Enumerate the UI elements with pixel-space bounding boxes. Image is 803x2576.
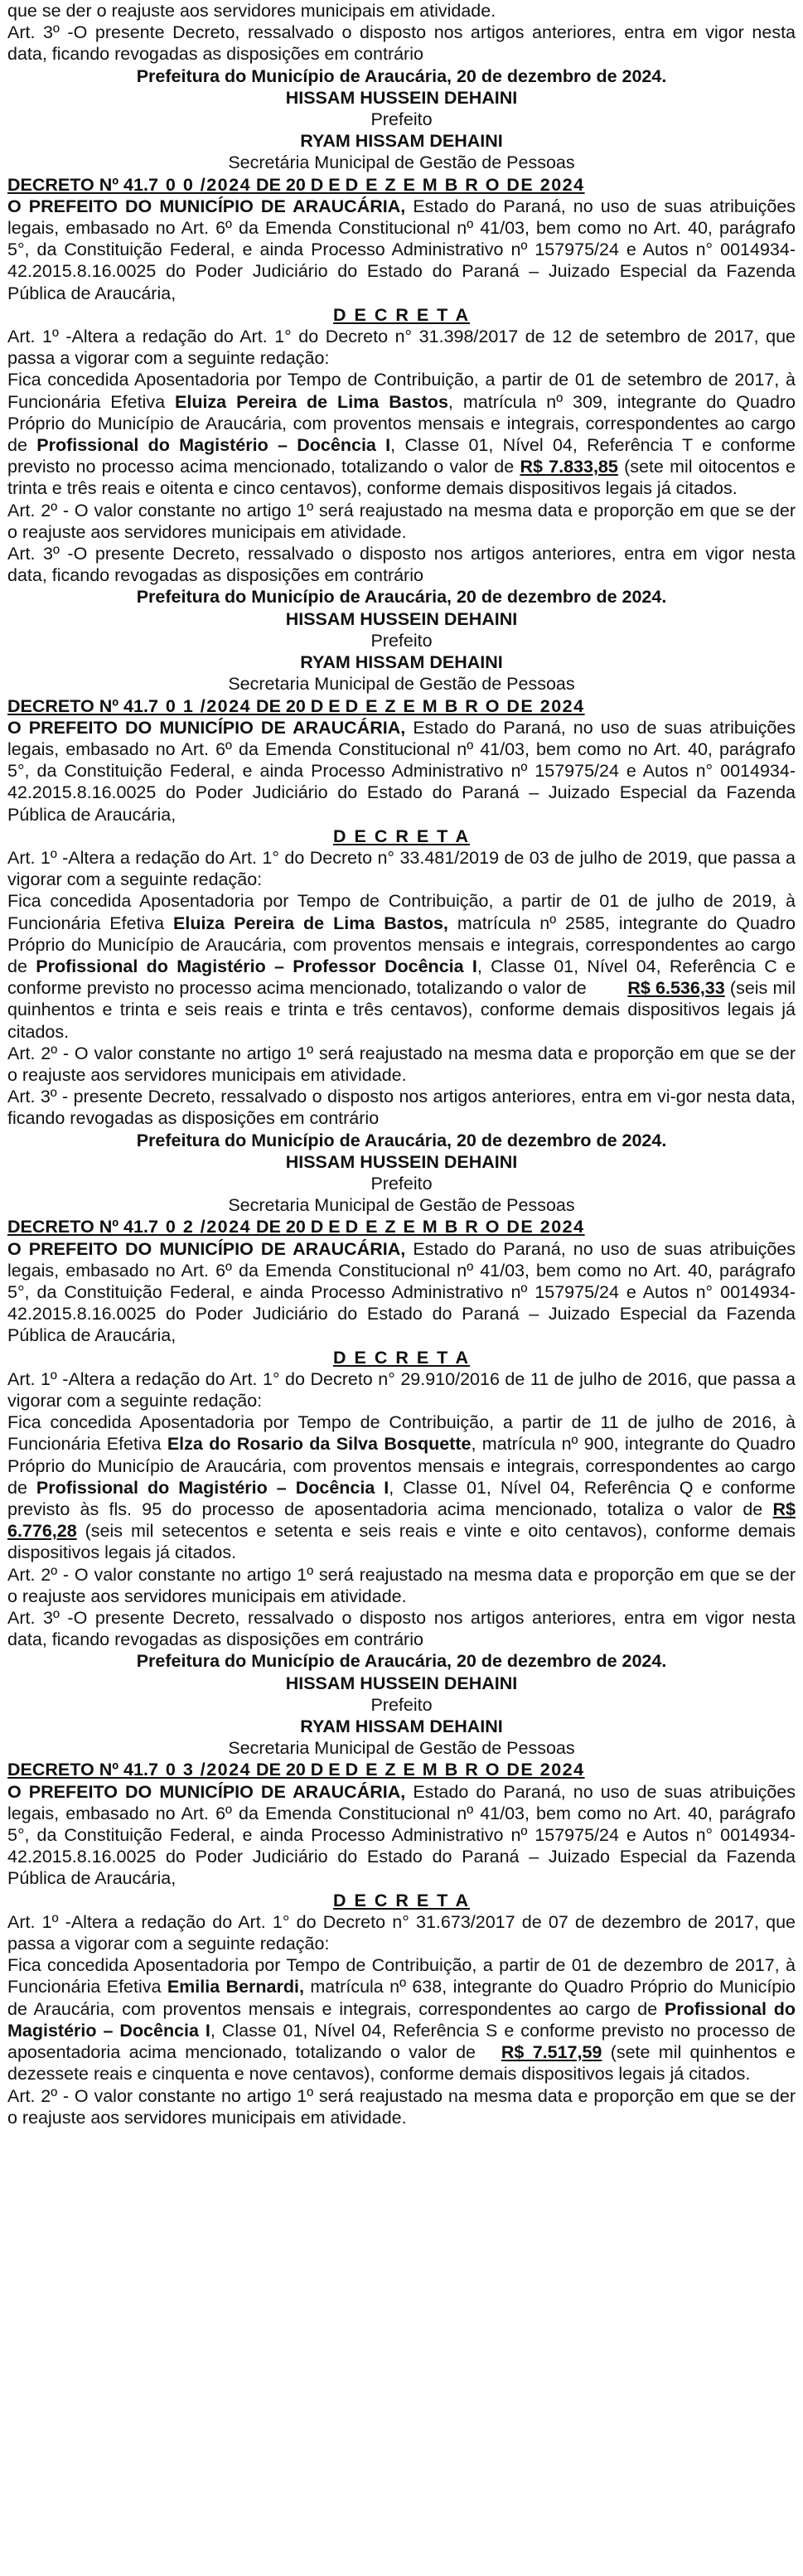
art1-text-a: Fica concedida Aposentadoria por Tempo de Contribuição, a partir de 01 de julho de 2019, à Funcionária Efetiva xyxy=(7,891,796,933)
art1-body xyxy=(7,1411,796,1563)
benefit-value: R$ 6.536,33 xyxy=(627,978,725,999)
decree-title-middle: DE 20 D E xyxy=(251,695,346,716)
art1-text-b: matrícula nº 2585, integrante do Quadro Próprio do Município de Araucária, com proventos mensais e integrais, correspondentes ao cargo de xyxy=(7,913,796,976)
prefeito-name: HISSAM HUSSEIN DEHAINI xyxy=(285,1673,518,1693)
decree-title-prefix: DECRETO Nº 41. xyxy=(7,174,148,195)
secretary-name: RYAM HISSAM DEHAINI xyxy=(300,131,503,152)
secretary-title: Secretaria Municipal de Gestão de Pessoas xyxy=(228,1195,575,1216)
art1-text-c: , Classe 01, Nível 04, Referência Q e conforme previsto às fls. 95 do processo de aposentadoria acima mencionado, totaliza o valor de xyxy=(7,1477,796,1520)
art1-text-d: (seis mil quinhentos e trinta e seis reais e trinta e três centavos), conforme demais dispositivos legais já citados. xyxy=(7,978,796,1042)
art1-text-a: Fica concedida Aposentadoria por Tempo de Contribuição, a partir de 01 de dezembro de 2017, à Funcionária Efetiva xyxy=(7,1955,796,1997)
decree-title xyxy=(7,174,796,196)
decreta-heading: D E C R E T A xyxy=(333,304,470,325)
art2-paragraph: Art. 2º - O valor constante no artigo 1º será reajustado na mesma data e proporção em que se der o reajuste aos servidores municipais em atividade. xyxy=(7,1043,796,1085)
art1-text-b: matrícula nº 638, integrante do Quadro Próprio do Município de Araucária, com proventos mensais e integrais, correspondentes ao cargo de xyxy=(7,1977,796,2019)
art1-text-b: , matrícula nº 900, integrante do Quadro Próprio do Município de Araucária, com proventos mensais e integrais, correspondentes ao cargo de xyxy=(7,1434,796,1498)
secretary-title: Secretaria Municipal de Gestão de Pessoas xyxy=(228,674,575,695)
decree-title xyxy=(7,1216,796,1237)
prefeito-name: HISSAM HUSSEIN DEHAINI xyxy=(285,608,518,629)
secretary-title: Secretária Municipal de Gestão de Pessoas xyxy=(228,153,575,173)
decree-701 xyxy=(7,695,801,1217)
opening-text: Estado do Paraná, no uso de suas atribuições legais, embasado no Art. 6º da Emenda Constitucional nº 41/03, bem como no Art. 40, parágrafo 5°, da Constituição Federal, e ainda Processo Administrativo nº 157975/24 e Autos n° 0014934-42.2015.8.16.0025 do Poder Judiciário do Estado do Paraná – Juizado Especial da Fazenda Pública de Araucária, xyxy=(7,1781,796,1889)
art1-body xyxy=(7,890,801,1042)
prefeito-title: Prefeito xyxy=(370,109,433,130)
art1-body xyxy=(7,1954,801,2085)
decree-opening xyxy=(7,717,796,826)
secretary-title: Secretaria Municipal de Gestão de Pessoas xyxy=(228,1738,575,1759)
servant-name: Eluiza Pereira de Lima Bastos, xyxy=(173,913,448,933)
prefeito-title: Prefeito xyxy=(370,1173,433,1194)
art1-heading: Art. 1º -Altera a redação do Art. 1° do Decreto n° 33.481/2019 de 03 de julho de 2019, que passa a vigorar com a seguinte redação: xyxy=(7,847,796,890)
decreta-heading: D E C R E T A xyxy=(333,1347,470,1368)
art3-paragraph: Art. 3º -O presente Decreto, ressalvado o disposto nos artigos anteriores, entra em vigor nesta data, ficando revogadas as disposições em contrário xyxy=(7,22,796,65)
decree-opening xyxy=(7,196,796,304)
prefeito-name: HISSAM HUSSEIN DEHAINI xyxy=(285,87,518,108)
benefit-value: R$ 6.776,28 xyxy=(7,1499,796,1542)
cargo-name: Profissional do Magistério – Docência I xyxy=(36,1477,389,1498)
signature-place-date: Prefeitura do Município de Araucária, 20 de dezembro de 2024. xyxy=(136,587,667,608)
decree-number: 7 0 2 /2024 xyxy=(148,1217,252,1237)
decree-title-middle: DE 20 D E xyxy=(251,174,346,195)
art2-paragraph: Art. 2º - O valor constante no artigo 1º será reajustado na mesma data e proporção em que se der o reajuste aos servidores municipais em atividade. xyxy=(7,1564,796,1606)
art1-body xyxy=(7,369,796,499)
opening-bold: O PREFEITO DO MUNICÍPIO DE ARAUCÁRIA, xyxy=(7,1238,406,1259)
decree-date: D E Z E M B R O DE 2024 xyxy=(345,1217,585,1237)
decree-opening xyxy=(7,1781,796,1890)
servant-name: Elza do Rosario da Silva Bosquette xyxy=(167,1434,472,1455)
art1-text-c: , Classe 01, Nível 04, Referência T e conforme previsto no processo acima mencionado, totalizando o valor de xyxy=(7,435,796,477)
decreta-heading: D E C R E T A xyxy=(333,826,470,846)
cargo-name: Profissional do Magistério – Docência I xyxy=(7,1998,796,2041)
decree-title-prefix: DECRETO Nº 41. xyxy=(7,1217,148,1237)
decree-title-prefix: DECRETO Nº 41. xyxy=(7,695,148,716)
art2-paragraph: Art. 2º - O valor constante no artigo 1º será reajustado na mesma data e proporção em que se der o reajuste aos servidores municipais em atividade. xyxy=(7,500,796,542)
decree-number: 7 0 1 /2024 xyxy=(148,695,252,716)
cargo-name: Profissional do Magistério – Docência I xyxy=(36,435,391,456)
art1-text-c: , Classe 01, Nível 04, Referência C e conforme previsto no processo acima mencionado, totalizando o valor de xyxy=(7,956,801,999)
art1-text-c: , Classe 01, Nível 04, Referência S e conforme previsto no processo de aposentadoria acima mencionado, totalizando o valor de xyxy=(7,2020,801,2063)
servant-name: Eluiza Pereira de Lima Bastos xyxy=(175,391,448,412)
art3-paragraph: Art. 3º - presente Decreto, ressalvado o disposto nos artigos anteriores, entra em vi-gor nesta data, ficando revogadas as disposições em contrário xyxy=(7,1087,796,1129)
decree-title-prefix: DECRETO Nº 41. xyxy=(7,1760,148,1780)
art1-heading: Art. 1º -Altera a redação do Art. 1° do Decreto n° 29.910/2016 de 11 de julho de 2016, que passa a vigorar com a seguinte redação: xyxy=(7,1368,796,1411)
art1-heading: Art. 1º -Altera a redação do Art. 1° do Decreto n° 31.673/2017 de 07 de dezembro de 2017, que passa a vigorar com a seguinte redação: xyxy=(7,1911,796,1954)
benefit-value: R$ 7.833,85 xyxy=(520,457,618,477)
decree-title-middle: DE 20 D E xyxy=(251,1760,346,1780)
cargo-name: Profissional do Magistério – Professor Docência I xyxy=(36,956,477,976)
signature-place-date: Prefeitura do Município de Araucária, 20 de dezembro de 2024. xyxy=(136,1651,667,1672)
prefeito-title: Prefeito xyxy=(370,1694,433,1715)
decreta-heading: D E C R E T A xyxy=(333,1890,470,1910)
art1-text-d: (sete mil quinhentos e dezessete reais e cinquenta e nove centavos), conforme demais dispositivos legais já citados. xyxy=(7,2042,796,2085)
servant-name: Emilia Bernardi, xyxy=(167,1977,304,1997)
art2-tail: que se der o reajuste aos servidores municipais em atividade. xyxy=(7,1,496,21)
signature-place-date: Prefeitura do Município de Araucária, 20 de dezembro de 2024. xyxy=(136,65,667,86)
decree-title-middle: DE 20 D E xyxy=(251,1217,346,1237)
decree-date: D E Z E M B R O DE 2024 xyxy=(345,174,585,195)
art1-text-a: Fica concedida Aposentadoria por Tempo de Contribuição, a partir de 01 de setembro de 2017, à Funcionária Efetiva xyxy=(7,370,796,412)
decree-title xyxy=(7,695,796,717)
decree-702 xyxy=(7,1216,796,1759)
opening-text: Estado do Paraná, no uso de suas atribuições legais, embasado no Art. 6º da Emenda Constitucional nº 41/03, bem como no Art. 40, parágrafo 5°, da Constituição Federal, e ainda Processo Administrativo nº 157975/24 e Autos n° 0014934-42.2015.8.16.0025 do Poder Judiciário do Estado do Paraná – Juizado Especial da Fazenda Pública de Araucária, xyxy=(7,1238,796,1346)
prefeito-name: HISSAM HUSSEIN DEHAINI xyxy=(285,1151,518,1172)
decree-opening xyxy=(7,1238,796,1347)
decree-date: D E Z E M B R O DE 2024 xyxy=(345,695,585,716)
opening-bold: O PREFEITO DO MUNICÍPIO DE ARAUCÁRIA, xyxy=(7,717,406,738)
art1-heading: Art. 1º -Altera a redação do Art. 1° do Decreto n° 31.398/2017 de 12 de setembro de 2017, que passa a vigorar com a seguinte redação: xyxy=(7,327,796,369)
art2-paragraph: Art. 2º - O valor constante no artigo 1º será reajustado na mesma data e proporção em que se der o reajuste aos servidores municipais em atividade. xyxy=(7,2085,796,2128)
signature-place-date: Prefeitura do Município de Araucária, 20 de dezembro de 2024. xyxy=(136,1130,667,1150)
art1-text-d: (sete mil oitocentos e trinta e três reais e oitenta e cinco centavos), conforme demais dispositivos legais já citados. xyxy=(7,457,796,499)
decree-title xyxy=(7,1759,796,1780)
prefeito-title: Prefeito xyxy=(370,630,433,651)
decree-date: D E Z E M B R O DE 2024 xyxy=(345,1760,585,1780)
art3-paragraph: Art. 3º -O presente Decreto, ressalvado o disposto nos artigos anteriores, entra em vigor nesta data, ficando revogadas as disposições em contrário xyxy=(7,1608,796,1650)
art1-text-a: Fica concedida Aposentadoria por Tempo de Contribuição, a partir de 11 de julho de 2016, à Funcionária Efetiva xyxy=(7,1412,796,1455)
art3-paragraph: Art. 3º -O presente Decreto, ressalvado o disposto nos artigos anteriores, entra em vigor nesta data, ficando revogadas as disposições em contrário xyxy=(7,544,796,586)
art1-text-b: , matrícula nº 309, integrante do Quadro Próprio do Município de Araucária, com proventos mensais e integrais, correspondentes ao cargo de xyxy=(7,391,796,456)
art1-text-d: (seis mil setecentos e setenta e seis reais e vinte e oito centavos), conforme demais dispositivos legais já citados. xyxy=(7,1521,796,1563)
decree-number: 7 0 0 /2024 xyxy=(148,174,252,195)
decree-703 xyxy=(7,1759,801,2128)
opening-text: Estado do Paraná, no uso de suas atribuições legais, embasado no Art. 6º da Emenda Constitucional nº 41/03, bem como no Art. 40, parágrafo 5°, da Constituição Federal, e ainda Processo Administrativo nº 157975/24 e Autos n° 0014934-42.2015.8.16.0025 do Poder Judiciário do Estado do Paraná – Juizado Especial da Fazenda Pública de Araucária, xyxy=(7,717,796,825)
previous-decree-tail xyxy=(7,0,796,174)
opening-text: Estado do Paraná, no uso de suas atribuições legais, embasado no Art. 6º da Emenda Constitucional nº 41/03, bem como no Art. 40, parágrafo 5°, da Constituição Federal, e ainda Processo Administrativo nº 157975/24 e Autos n° 0014934-42.2015.8.16.0025 do Poder Judiciário do Estado do Paraná – Juizado Especial da Fazenda Pública de Araucária, xyxy=(7,196,796,303)
opening-bold: O PREFEITO DO MUNICÍPIO DE ARAUCÁRIA, xyxy=(7,1781,406,1802)
secretary-name: RYAM HISSAM DEHAINI xyxy=(300,652,503,673)
secretary-name: RYAM HISSAM DEHAINI xyxy=(300,1717,503,1737)
decree-number: 7 0 3 /2024 xyxy=(148,1760,252,1780)
benefit-value: R$ 7.517,59 xyxy=(501,2042,602,2063)
opening-bold: O PREFEITO DO MUNICÍPIO DE ARAUCÁRIA, xyxy=(7,196,406,216)
decree-700 xyxy=(7,174,796,695)
